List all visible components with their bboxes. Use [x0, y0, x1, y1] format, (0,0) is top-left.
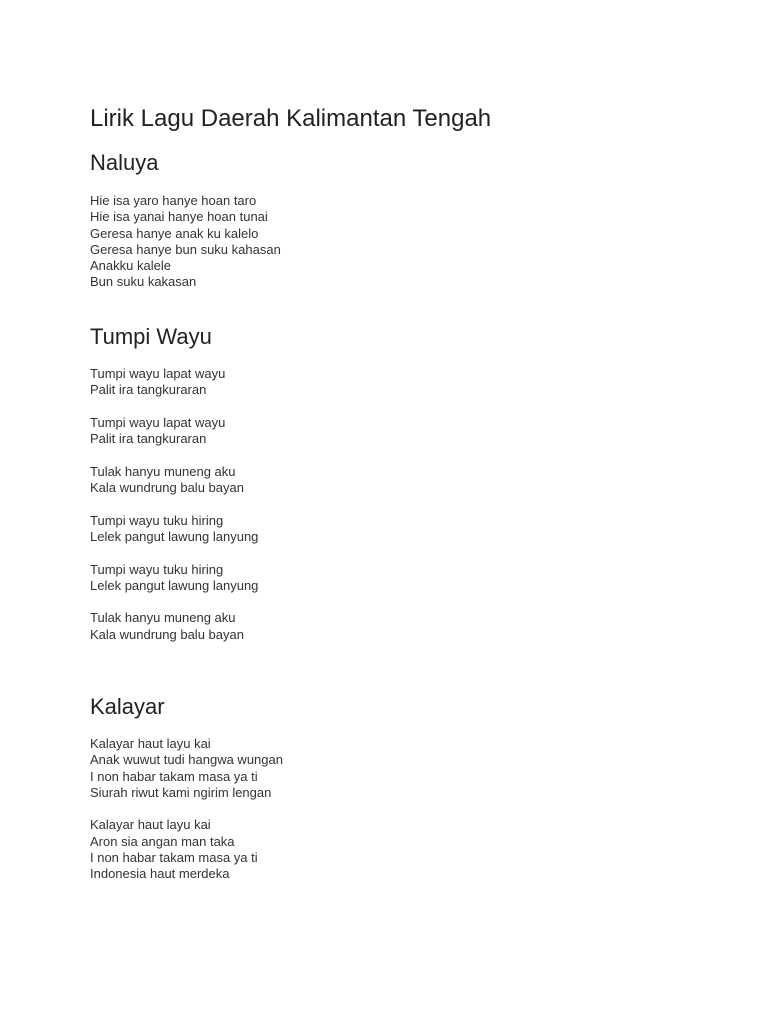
song-lyrics	[90, 366, 258, 659]
lyric-line: Geresa hanye anak ku kalelo	[90, 225, 259, 241]
stanza	[90, 193, 281, 291]
stanza	[90, 562, 258, 595]
lyric-line: Lelek pangut lawung lanyung	[90, 577, 259, 593]
lyric-line: Kala wundrung balu bayan	[90, 480, 244, 496]
stanza	[90, 817, 283, 882]
song-lyrics	[90, 193, 281, 307]
lyric-line: Kalayar haut layu kai	[90, 736, 211, 751]
lyric-line: Anakku kalele	[90, 258, 171, 274]
lyric-line: Tumpi wayu tuku hiring	[90, 512, 224, 528]
lyric-line: Palit ira tangkuraran	[90, 431, 207, 447]
lyric-line: Tumpi wayu lapat wayu	[90, 414, 226, 430]
lyric-line: Hie isa yaro hanye hoan taro	[90, 193, 257, 208]
lyric-line: Kala wundrung balu bayan	[90, 626, 244, 642]
stanza	[90, 513, 258, 546]
lyric-line: Bun suku kakasan	[90, 274, 197, 290]
lyric-line: Kalayar haut layu kai	[90, 817, 211, 833]
document-title: Lirik Lagu Daerah Kalimantan Tengah	[90, 105, 492, 132]
lyric-line: Lelek pangut lawung lanyung	[90, 528, 259, 544]
lyric-line: Tumpi wayu tuku hiring	[90, 561, 224, 577]
lyric-line: Aron sia angan man taka	[90, 833, 235, 849]
song-lyrics	[90, 736, 283, 899]
song-title: Tumpi Wayu	[90, 324, 212, 349]
lyric-line: Geresa hanye bun suku kahasan	[90, 241, 281, 257]
lyric-line: I non habar takam masa ya ti	[90, 850, 258, 866]
lyric-line: Hie isa yanai hanye hoan tunai	[90, 209, 268, 225]
stanza	[90, 415, 258, 448]
stanza	[90, 610, 258, 643]
song-title: Naluya	[90, 150, 159, 175]
lyric-line: Siurah riwut kami ngirim lengan	[90, 784, 272, 800]
lyric-line: Anak wuwut tudi hangwa wungan	[90, 752, 283, 768]
lyric-line: I non habar takam masa ya ti	[90, 768, 258, 784]
song-title: Kalayar	[90, 694, 165, 719]
stanza	[90, 366, 258, 399]
lyric-line: Indonesia haut merdeka	[90, 866, 230, 882]
stanza	[90, 736, 283, 801]
lyric-line: Palit ira tangkuraran	[90, 382, 207, 398]
lyric-line: Tulak hanyu muneng aku	[90, 463, 236, 479]
stanza	[90, 464, 258, 497]
lyric-line: Tumpi wayu lapat wayu	[90, 366, 226, 381]
lyric-line: Tulak hanyu muneng aku	[90, 610, 236, 626]
